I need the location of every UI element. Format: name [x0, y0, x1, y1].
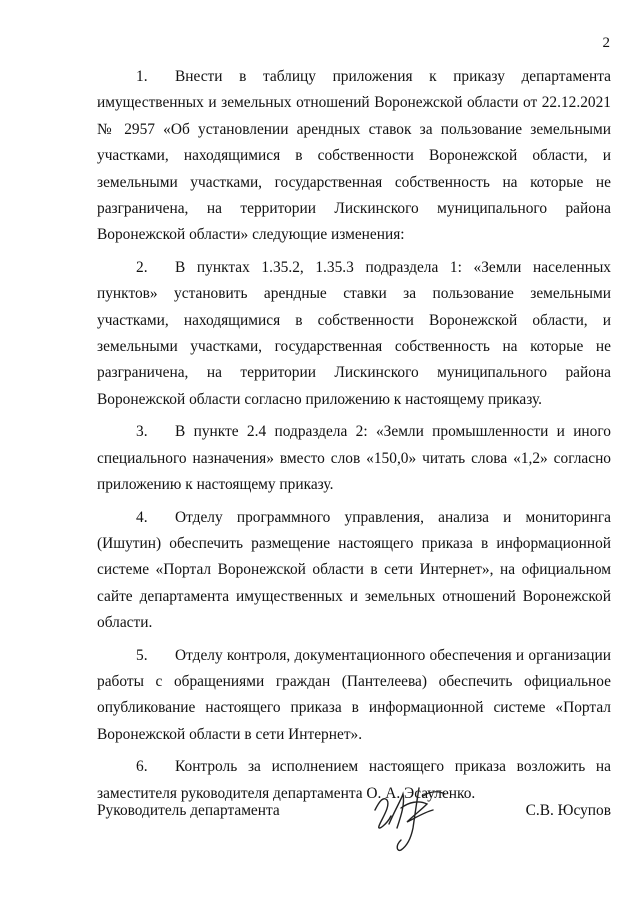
paragraph-number: 2. [136, 258, 148, 276]
signatory-title: Руководитель департамента [97, 802, 280, 819]
paragraph-text: Внести в таблицу приложения к приказу департамента имущественных и земельных отношений Воронежской области от 22.12.2021 № 2957 «Об установлении арендных ставок за пользование земельными участками, находящимися в собственности Воронежской области, и земельными участками, государственная собственность на которые не разграничена, на территории Лискинского муниципального района Воронежской области» следующие изменения: [97, 68, 611, 244]
paragraph-number: 3. [136, 423, 148, 441]
paragraph-text: В пунктах 1.35.2, 1.35.3 подраздела 1: «Земли населенных пунктов» установить арендные ставки за пользование земельными участками, находящимися в собственности Воронежской области, и земельными участками, государственная собственность на которые не разграничена, на территории Лискинского муниципального района Воронежской области согласно приложению к настоящему приказу. [97, 258, 611, 408]
paragraph-number: 4. [136, 508, 148, 526]
signature-block [97, 780, 611, 860]
paragraph-1 [97, 64, 611, 249]
paragraph-text: В пункте 2.4 подраздела 2: «Земли промышленности и иного специального назначения» вместо слов «150,0» читать слова «1,2» согласно приложению к настоящему приказу. [97, 423, 611, 494]
paragraph-number: 5. [136, 646, 148, 664]
paragraph-text: Отделу программного управления, анализа и мониторинга (Ишутин) обеспечить размещение настоящего приказа в информационной системе «Портал Воронежской области в сети Интернет», на официальном сайте департамента имущественных и земельных отношений Воронежской области. [97, 508, 611, 632]
paragraph-text: Отделу контроля, документационного обеспечения и организации работы с обращениями граждан (Пантелеева) обеспечить официальное опубликование настоящего приказа в информационной системе «Портал Воронежской области в сети Интернет». [97, 646, 611, 743]
paragraph-3 [97, 419, 611, 498]
paragraph-4 [97, 505, 611, 637]
paragraph-2 [97, 255, 611, 413]
paragraph-5 [97, 643, 611, 749]
document-body [97, 64, 611, 813]
paragraph-text: Контроль за исполнением настоящего приказа возложить на заместителя руководителя департамента О. А. Эсауленко. [97, 758, 611, 802]
signatory-name: С.В. Юсупов [525, 802, 611, 819]
paragraph-number: 1. [136, 68, 148, 85]
page-number: 2 [602, 35, 610, 51]
handwritten-signature [367, 780, 457, 855]
paragraph-number: 6. [136, 758, 148, 776]
